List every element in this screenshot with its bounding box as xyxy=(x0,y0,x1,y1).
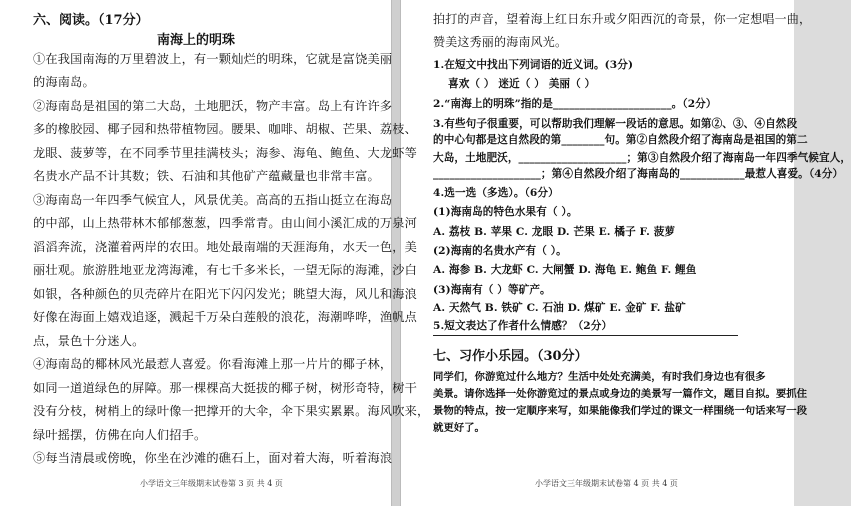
question-line: ____________________；第④自然段介绍了海南岛的____________最惹人喜爱。（4分） xyxy=(433,168,844,180)
article-line: 多的橡胶园、椰子园和热带植物园。腰果、咖啡、胡椒、芒果、荔枝、 xyxy=(33,122,418,136)
question-line: A. 海参 B. 大龙虾 C. 大闸蟹 D. 海龟 E. 鲍鱼 F. 鲤鱼 xyxy=(433,264,697,276)
right-page-footer: 小学语文三年级期末试卷第 4 页 共 4 页 xyxy=(535,479,678,488)
question-line: 2.“南海上的明珠”指的是______________________。（2分） xyxy=(433,98,717,110)
article-line: 的海南岛。 xyxy=(33,75,95,89)
question-line: 的中心句都是这自然段的第________句。第②自然段介绍了海南岛是祖国的第二 xyxy=(433,134,808,146)
article-cont-line: 赞美这秀丽的海南风光。 xyxy=(433,35,568,49)
article-line: 如同一道道绿色的屏障。那一棵棵高大挺拔的椰子树，树形奇特，树干 xyxy=(33,381,418,395)
section-writing-title: 七、习作小乐园。（30分） xyxy=(433,349,588,364)
article-line: 名贵水产品不计其数；铁、石油和其他矿产蕴藏量也非常丰富。 xyxy=(33,169,380,183)
article-line: ④海南岛的椰林风光最惹人喜爱。你看海滩上那一片片的椰子林， xyxy=(33,357,393,371)
article-title: 南海上的明珠 xyxy=(156,33,235,48)
article-line: 龙眼、菠萝等，在不同季节里挂满枝头；海参、海龟、鲍鱼、大龙虾等 xyxy=(33,146,418,160)
question-line: 5.短文表达了作者什么情感？（2分） xyxy=(433,320,613,332)
question-line: (3)海南有（ ）等矿产。 xyxy=(433,284,551,296)
question-line: 3.有些句子很重要，可以帮助我们理解一段话的意思。如第②、③、④自然段 xyxy=(433,118,798,130)
article-line: 绿叶摇摆，仿佛在向人们招手。 xyxy=(33,428,207,442)
left-page-footer: 小学语文三年级期末试卷第 3 页 共 4 页 xyxy=(140,479,283,488)
article-line: ③海南岛一年四季气候宜人，风景优美。高高的五指山挺立在海岛 xyxy=(33,193,393,207)
article-line: 丽壮观。旅游胜地亚龙湾海滩，有七千多米长，一望无际的海滩，沙白 xyxy=(33,263,418,277)
composition-line: 同学们，你游览过什么地方？生活中处处充满美，有时我们身边也有很多 xyxy=(433,371,766,383)
section-reading-title: 六、阅读。（17分） xyxy=(33,13,149,28)
question-line: 大岛，土地肥沃，____________________；第③自然段介绍了海南岛一年四季气候宜人， xyxy=(433,152,851,164)
article-line: 如银，各种颜色的贝壳碎片在阳光下闪闪发光；眺望大海，风儿和海浪 xyxy=(33,287,418,301)
composition-line: 就更好了。 xyxy=(433,422,485,434)
article-line: 点，景色十分迷人。 xyxy=(33,334,145,348)
article-line: ①在我国南海的万里碧波上，有一颗灿烂的明珠，它就是富饶美丽 xyxy=(33,52,393,66)
article-line: ②海南岛是祖国的第二大岛，土地肥沃，物产丰富。岛上有许许多 xyxy=(33,99,393,113)
question-line: (2)海南的名贵水产有（ ）。 xyxy=(433,245,567,257)
article-line: 滔滔奔流，浇灌着两岸的农田。地处最南端的天涯海角，水天一色，美 xyxy=(33,240,418,254)
article-line: 好像在海面上嬉戏追逐，溅起千万朵白莲般的浪花，海潮哗哗，渔帆点 xyxy=(33,310,418,324)
question-line: 4.选一选（多选）。（6分） xyxy=(433,187,559,199)
composition-line: 景物的特点，按一定顺序来写，如果能像我们学过的课文一样围绕一句话来写一段 xyxy=(433,405,808,417)
question-line: 1.在短文中找出下列词语的近义词。(3分) xyxy=(433,59,634,71)
question-line: 喜欢（ ） 迷近（ ） 美丽（ ） xyxy=(448,78,596,90)
question-line: (1)海南岛的特色水果有（ ）。 xyxy=(433,206,578,218)
question-line: A. 天然气 B. 铁矿 C. 石油 D. 煤矿 E. 金矿 F. 盐矿 xyxy=(433,302,686,314)
article-line: 没有分枝，树梢上的绿叶像一把撑开的大伞，伞下果实累累。海风吹来， xyxy=(33,404,430,418)
answer-line xyxy=(433,335,738,336)
article-line: ⑤每当清晨或傍晚，你坐在沙滩的礁石上，面对着大海，听着海浪 xyxy=(33,451,393,465)
article-cont-line: 拍打的声音，望着海上红日东升或夕阳西沉的奇景，你一定想唱一曲， xyxy=(433,12,812,26)
question-line: A. 荔枝 B. 苹果 C. 龙眼 D. 芒果 E. 橘子 F. 菠萝 xyxy=(433,226,676,238)
article-line: 的中部，山上热带林木郁郁葱葱，四季常青。由山间小溪汇成的万泉河 xyxy=(33,216,418,230)
composition-line: 美景。请你选择一处你游览过的景点或身边的美景写一篇作文，题目自拟。要抓住 xyxy=(433,388,808,400)
